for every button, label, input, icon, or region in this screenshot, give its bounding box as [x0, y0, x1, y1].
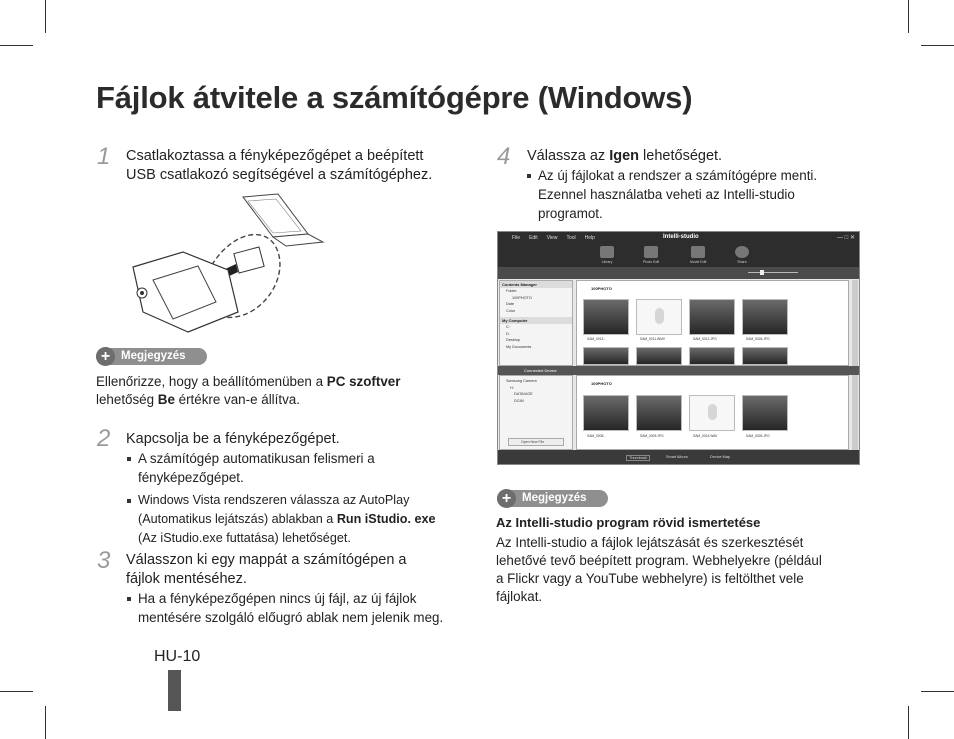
crop-mark	[921, 691, 954, 692]
step-3-text: Válasszon ki egy mappát a számítógépen a fájlok mentéséhez.	[126, 552, 407, 587]
share-tool: Share	[734, 246, 750, 264]
note-badge: + Megjegyzés	[497, 490, 608, 507]
window-controls: — □ ✕	[837, 235, 855, 241]
app-toolbar	[498, 267, 859, 279]
note-badge: + Megjegyzés	[96, 348, 207, 365]
device-pane: 100PHOTO SAM_0008... SAM_0009.JPG SAM_0024.WAV SAM_0026.JPG	[576, 375, 849, 450]
step-number: 4	[497, 143, 511, 170]
device-map-view: Device Map	[710, 455, 731, 459]
step-number: 1	[97, 143, 111, 170]
intelli-studio-screenshot	[497, 231, 860, 465]
crop-mark	[0, 691, 33, 692]
app-title: Intelli-studio	[663, 234, 699, 240]
note-1-text: Ellenőrizze, hogy a beállítómenüben a PC szoftver lehetőség Be értékre van-e állítva.	[96, 374, 401, 407]
contents-manager-panel: Contents Manager Folder 100PHOTO Date Color My Computer C: D: Desktop My Documents	[499, 280, 573, 366]
page-title: Fájlok átvitele a számítógépre (Windows)	[96, 80, 693, 115]
device-tree-panel: Samsung Camera H: DATAIUGE DCIM Open New File	[499, 375, 573, 450]
app-menu: File Edit View Tool Help	[512, 235, 595, 241]
app-title-bar	[498, 232, 859, 267]
crop-mark	[921, 45, 954, 46]
scrollbar	[852, 280, 858, 366]
movie-edit-tool: Movie Edit	[690, 246, 706, 264]
note-2-text: Az Intelli-studio program rövid ismertetése Az Intelli-studio a fájlok lejátszását és szerkesztését lehetővé tevő beépített program. Webhelyekre (például a Flickr vagy a YouTube webhelyre) is feltölthet vele fájlokat.	[496, 515, 822, 604]
library-tool: Library	[599, 246, 615, 264]
library-pane: 100PHOTO SAM_0013... SAM_0011.WMV SAM_0012.JPG SAM_0026.JPG	[576, 280, 849, 366]
step-number: 2	[97, 425, 111, 452]
step-4-bullets: Az új fájlokat a rendszer a számítógépre menti. Ezennel használatba veheti az Intelli-studio programot.	[526, 166, 866, 223]
step-1-text: Csatlakoztassa a fényképezőgépet a beépített USB csatlakozó segítségével a számítógéphez.	[126, 148, 433, 183]
step-4-text: Válassza az Igen lehetőséget.	[527, 148, 723, 164]
crop-mark	[908, 0, 909, 33]
thumbnail-view: Thumbnail	[626, 455, 650, 461]
connected-device-label: Connected Device	[524, 368, 557, 373]
step-3-bullets: Ha a fényképezőgépen nincs új fájl, az új fájlok mentésére szolgáló előugró ablak nem jelenik meg.	[126, 589, 471, 627]
photo-edit-tool: Photo Edit	[643, 246, 659, 264]
camera-usb-illustration	[128, 192, 328, 342]
crop-mark	[45, 0, 46, 33]
step-2-text: Kapcsolja be a fényképezőgépet.	[126, 431, 340, 447]
step-number: 3	[97, 547, 111, 574]
step-2-bullets: A számítógép automatikusan felismeri a fényképezőgépet. Windows Vista rendszeren válassza az AutoPlay (Automatikus lejátszás) ablakban a Run iStudio. exe (Az iStudio.exe futtatása) lehetőséget.	[126, 449, 471, 548]
plus-icon: +	[497, 489, 516, 508]
crop-mark	[45, 706, 46, 739]
scrollbar	[852, 375, 858, 450]
smart-album-view: Smart Album	[666, 455, 688, 459]
plus-icon: +	[96, 347, 115, 366]
page-number: HU-10	[154, 648, 201, 665]
crop-mark	[0, 45, 33, 46]
page-tab-marker	[168, 670, 181, 711]
crop-mark	[908, 706, 909, 739]
